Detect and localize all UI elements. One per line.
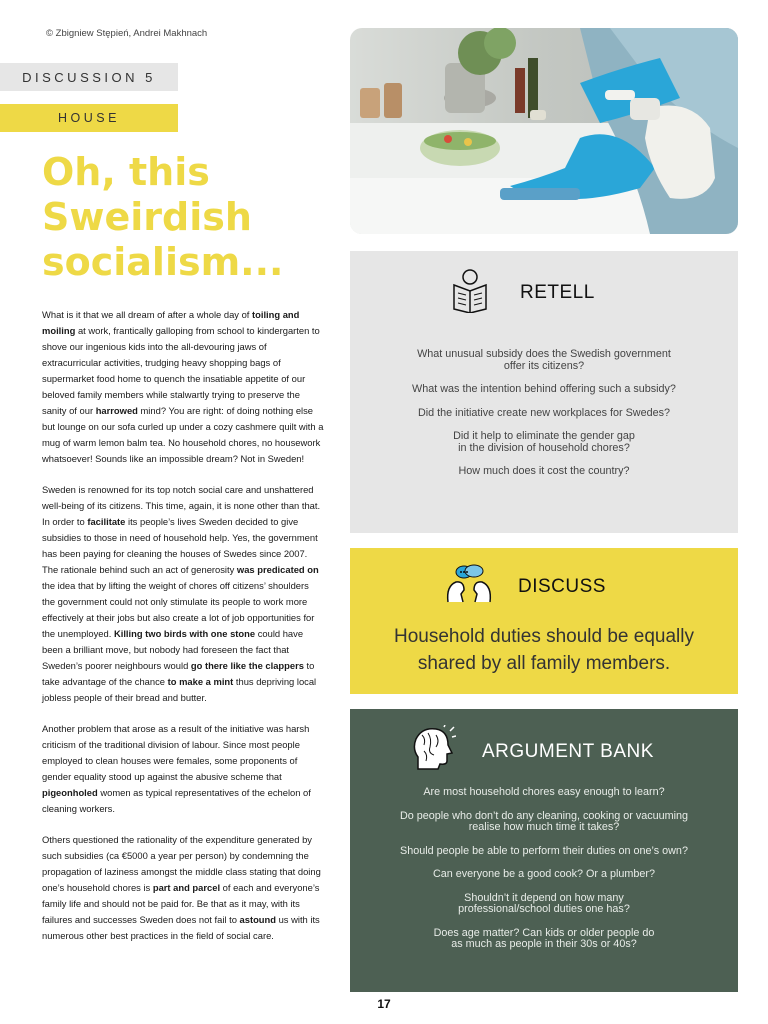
retell-header bbox=[448, 267, 595, 318]
reading-person-icon bbox=[448, 267, 492, 318]
argument-bank-title: ARGUMENT BANK bbox=[482, 740, 654, 762]
text-run: us with its numerous other best practices in the field of social care. bbox=[42, 914, 320, 941]
text-run: to take advantage of the chance bbox=[42, 660, 315, 687]
vocabulary-phrase: harrowed bbox=[95, 405, 138, 416]
copyright-note: © Zbigniew Stępień, Andrei Makhnach bbox=[46, 28, 208, 39]
text-run: Sweden is renowned for its top notch social care and unshattered well-being of its citizens. This time, again, it is none other than that. In order to bbox=[42, 484, 321, 527]
retell-question: How much does it cost the country? bbox=[458, 465, 630, 477]
title-line: socialism... bbox=[42, 240, 284, 284]
vocabulary-phrase: Killing two birds with one stone bbox=[113, 628, 256, 639]
text-run: could have been a brilliant move, but nobody had foreseen the fact that Sweden’s poorer neighbours would bbox=[42, 628, 304, 671]
text-run: of each and everyone’s family life and should not be paid for. Be that as it may, with its failures and successes Sweden does not fail to bbox=[42, 882, 320, 925]
text-run: Another problem that arose as a result of the initiative was harsh criticism of the traditional division of labour. Since most people employed to clean houses were females, some proponents of gender equality stood up against the abusive scheme that bbox=[42, 723, 310, 782]
brain-head-icon bbox=[410, 725, 456, 778]
article-paragraph bbox=[42, 307, 324, 467]
article-paragraph bbox=[42, 721, 324, 817]
argument-question: Shouldn’t it depend on how many professional/school duties one has? bbox=[458, 891, 630, 915]
cleaning-photo bbox=[350, 28, 738, 234]
article-body bbox=[42, 307, 324, 959]
article-title bbox=[42, 150, 332, 285]
retell-question: What was the intention behind offering such a subsidy? bbox=[412, 383, 676, 395]
argument-question: Are most household chores easy enough to learn? bbox=[423, 786, 665, 798]
discuss-panel bbox=[350, 548, 738, 694]
vocabulary-phrase: to make a mint bbox=[167, 676, 234, 687]
text-run: the idea that by lifting the weight of chores off citizens’ shoulders the government could not only stimulate its people to work more effectively at their jobs but also create a lot of job opportunities for the unemployed. bbox=[42, 580, 315, 639]
text-run: at work, frantically galloping from school to kindergarten to shove our ingenious kids into the all-devouring jaws of extracurricular activities, trudging heavy shopping bags of supermarket food home to quench the insatiable appetite of our beloved family members while stalwartly trying to preserve the sanity of our bbox=[42, 325, 320, 416]
article-paragraph bbox=[42, 482, 324, 706]
title-line: Oh, this bbox=[42, 150, 210, 194]
topic-label: HOUSE bbox=[0, 104, 178, 132]
argument-question: Can everyone be a good cook? Or a plumber? bbox=[432, 868, 656, 880]
discuss-header bbox=[444, 564, 606, 609]
vocabulary-phrase: toiling and moiling bbox=[42, 309, 300, 336]
argument-bank-questions bbox=[380, 787, 708, 963]
retell-questions bbox=[380, 349, 708, 490]
vocabulary-phrase: part and parcel bbox=[152, 882, 221, 893]
discuss-title: DISCUSS bbox=[518, 575, 606, 597]
page-number: 17 bbox=[377, 997, 391, 1011]
two-people-talking-icon bbox=[444, 564, 494, 609]
retell-title: RETELL bbox=[520, 281, 595, 303]
argument-bank-header bbox=[410, 725, 654, 778]
argument-question: Does age matter? Can kids or older people do as much as people in their 30s or 40s? bbox=[433, 926, 655, 950]
text-run: women as typical representatives of the echelon of cleaning workers. bbox=[42, 787, 311, 814]
vocabulary-phrase: facilitate bbox=[87, 516, 126, 527]
cleaning-illustration bbox=[350, 28, 738, 234]
retell-question: Did it help to eliminate the gender gap in the division of household chores? bbox=[453, 430, 635, 454]
discussion-statement: Household duties should be equally shared by all family members. bbox=[394, 626, 694, 674]
retell-panel bbox=[350, 251, 738, 533]
vocabulary-phrase: go there like the clappers bbox=[190, 660, 304, 671]
text-run: mind? You are right: of doing nothing else but lounge on our sofa curled up under a cozy cashmere quilt with a mug of warm lemon balm tea. No household chores, no housework whatsoever! Sounds like an impossible dream? Not in Sweden! bbox=[42, 405, 324, 464]
text-run: Others questioned the rationality of the expenditure generated by such subsidies (ca €5000 a year per person) by condemning the propagation of laziness amongst the middle class stating that doing one’s household chores is bbox=[42, 834, 321, 893]
argument-question: Do people who don’t do any cleaning, cooking or vacuuming realise how much time it takes? bbox=[399, 809, 689, 833]
retell-question: Did the initiative create new workplaces for Swedes? bbox=[417, 406, 671, 419]
text-run: thus depriving local jobless people of their bread and butter. bbox=[42, 676, 317, 703]
text-run: What is it that we all dream of after a whole day of bbox=[42, 309, 252, 320]
vocabulary-phrase: pigeonholed bbox=[42, 787, 98, 798]
title-line: Sweirdish bbox=[42, 195, 252, 239]
article-paragraph bbox=[42, 832, 324, 944]
discussion-number-label: DISCUSSION 5 bbox=[0, 63, 178, 91]
argument-bank-panel bbox=[350, 709, 738, 992]
vocabulary-phrase: astound bbox=[239, 914, 276, 925]
vocabulary-phrase: was predicated on bbox=[236, 564, 319, 575]
argument-question: Should people be able to perform their duties on one’s own? bbox=[400, 844, 688, 857]
text-run: its people’s lives Sweden decided to give subsidies to those in need of household help. Yes, the government has been paying for cleaning the houses of Swedes since 2007. The rationale behind such an act of generosity bbox=[42, 516, 318, 575]
retell-question: What unusual subsidy does the Swedish government offer its citizens? bbox=[417, 348, 671, 372]
